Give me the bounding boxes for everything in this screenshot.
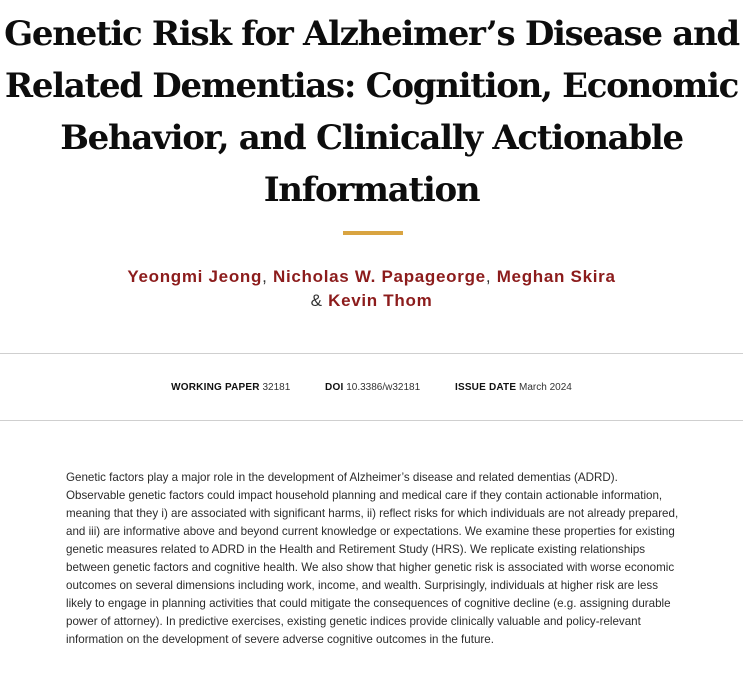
issue-date-value: March 2024 <box>519 382 572 393</box>
title-line: Information <box>263 170 480 210</box>
working-paper-meta <box>171 381 290 395</box>
working-paper-number: 32181 <box>262 382 291 393</box>
author-separator: , <box>262 267 268 286</box>
author-separator: & <box>310 291 323 310</box>
working-paper-label: WORKING PAPER <box>171 382 260 393</box>
author-link-skira[interactable]: Meghan Skira <box>496 267 616 286</box>
issue-date-label: ISSUE DATE <box>454 382 517 393</box>
title-underline-accent <box>343 231 403 235</box>
title-line: Behavior, and Clinically Actionable <box>60 118 683 158</box>
divider-bottom <box>0 420 743 421</box>
issue-date-meta <box>455 381 572 395</box>
author-separator: , <box>485 267 492 286</box>
divider-top <box>0 353 743 354</box>
abstract-text: Genetic factors play a major role in the development of Alzheimer’s disease and related dementias (ADRD). Observable genetic factors could impact household planning and medical care if they contain actionable information, meaning that they i) are associated with significant harms, ii) reflect risks for which individuals are not already prepared, and iii) are informative above and beyond current knowledge or expectations. We examine these properties for existing genetic measures related to ADRD in the Health and Retirement Study (HRS). We replicate existing relationships between genetic factors and cognitive health. We also show that higher genetic risk is associated with worse economic outcomes on several dimensions including work, income, and wealth. Surprisingly, individuals at higher risk are less likely to engage in planning activities that could mitigate the consequences of cognitive decline (e.g. assigning durable power of attorney). In predictive exercises, existing genetic indices provide clinically valuable and policy-relevant information on the development of severe adverse cognitive outcomes in the future. <box>66 471 679 646</box>
doi-label: DOI <box>325 382 344 393</box>
author-link-jeong[interactable]: Yeongmi Jeong <box>127 267 263 286</box>
paper-meta-bar <box>0 381 743 395</box>
paper-title <box>0 8 743 216</box>
title-line: Related Dementias: Cognition, Economic <box>4 66 739 106</box>
doi-meta <box>325 381 420 395</box>
author-link-thom[interactable]: Kevin Thom <box>328 291 433 310</box>
author-list <box>60 265 683 313</box>
doi-value: 10.3386/w32181 <box>346 382 421 393</box>
title-line: Genetic Risk for Alzheimer’s Disease and <box>4 14 739 54</box>
author-link-papageorge[interactable]: Nicholas W. Papageorge <box>272 267 486 286</box>
